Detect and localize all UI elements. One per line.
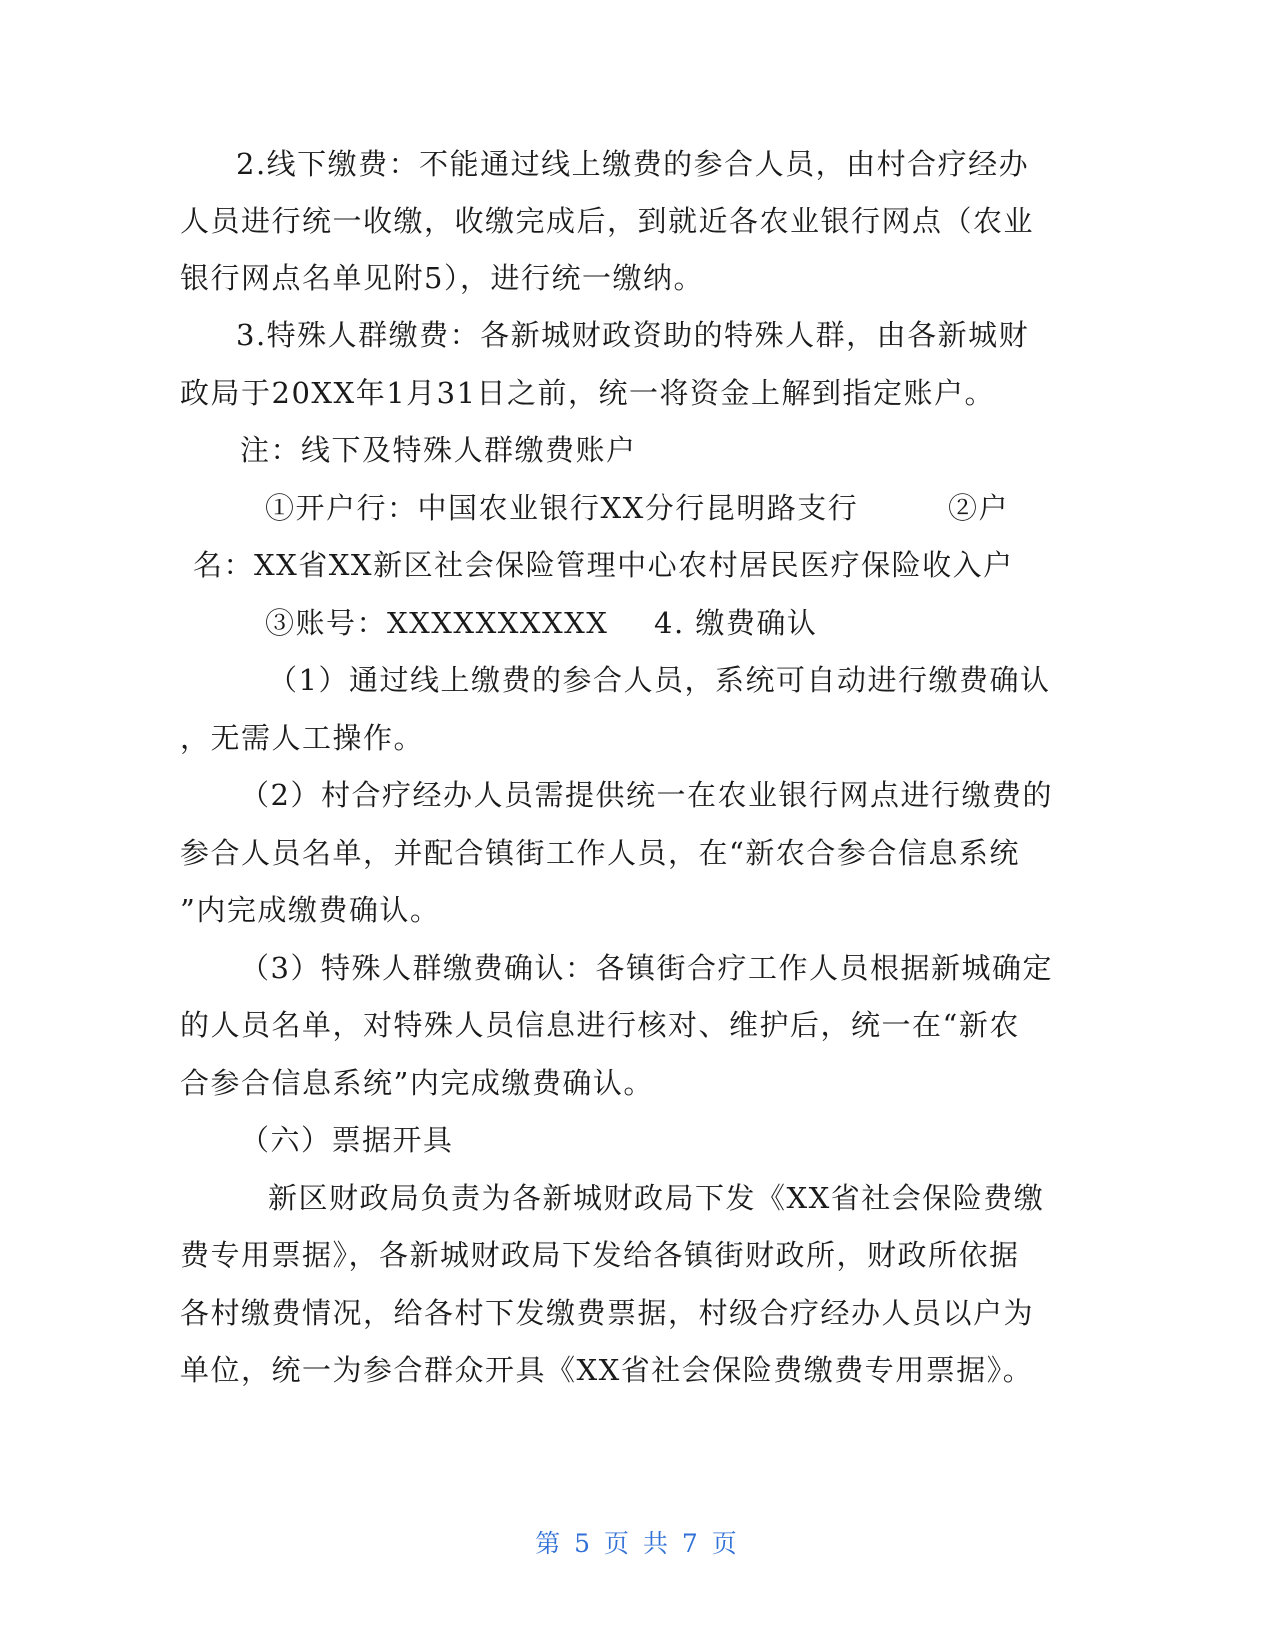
section-6-line-2: 费专用票据》，各新城财政局下发给各镇街财政所，财政所依据 bbox=[180, 1238, 1020, 1272]
note-account-number: ③账号：XXXXXXXXXX bbox=[265, 606, 609, 640]
confirm-3-line-1: （3）特殊人群缴费确认：各镇街合疗工作人员根据新城确定 bbox=[240, 951, 1053, 985]
offline-payment-line-2: 人员进行统一收缴，收缴完成后，到就近各农业银行网点（农业 bbox=[180, 204, 1035, 238]
confirm-3-line-2: 的人员名单，对特殊人员信息进行核对、维护后，统一在“新农 bbox=[180, 1008, 1020, 1042]
section-6-line-1: 新区财政局负责为各新城财政局下发《XX省社会保险费缴 bbox=[268, 1181, 1045, 1215]
special-payment-line-1: 3.特殊人群缴费：各新城财政资助的特殊人群，由各新城财 bbox=[236, 318, 1030, 352]
confirm-3-line-3: 合参合信息系统”内完成缴费确认。 bbox=[180, 1066, 654, 1100]
offline-payment-line-3: 银行网点名单见附5），进行统一缴纳。 bbox=[180, 261, 704, 295]
confirm-2-line-2: 参合人员名单，并配合镇街工作人员，在“新农合参合信息系统 bbox=[180, 836, 1020, 870]
page-number-footer: 第 5 页 共 7 页 bbox=[535, 1529, 740, 1558]
note-bank: ①开户行：中国农业银行XX分行昆明路支行 bbox=[265, 491, 859, 525]
note-name-prefix: ②户 bbox=[948, 491, 1010, 525]
section-6-heading: （六）票据开具 bbox=[240, 1123, 454, 1157]
note-account-name: 名：XX省XX新区社会保险管理中心农村居民医疗保险收入户 bbox=[193, 548, 1014, 582]
section-4-heading: 4. 缴费确认 bbox=[654, 606, 818, 640]
confirm-2-line-3: ”内完成缴费确认。 bbox=[180, 893, 441, 927]
special-payment-line-2: 政局于20XX年1月31日之前，统一将资金上解到指定账户。 bbox=[180, 376, 996, 410]
section-6-line-3: 各村缴费情况，给各村下发缴费票据，村级合疗经办人员以户为 bbox=[180, 1296, 1035, 1330]
section-6-line-4: 单位，统一为参合群众开具《XX省社会保险费缴费专用票据》。 bbox=[180, 1353, 1034, 1387]
confirm-1-line-2: ，无需人工操作。 bbox=[180, 721, 425, 755]
offline-payment-line-1: 2.线下缴费：不能通过线上缴费的参合人员，由村合疗经办 bbox=[236, 147, 1030, 181]
note-title: 注：线下及特殊人群缴费账户 bbox=[240, 433, 637, 467]
confirm-1-line-1: （1）通过线上缴费的参合人员，系统可自动进行缴费确认 bbox=[268, 663, 1051, 697]
confirm-2-line-1: （2）村合疗经办人员需提供统一在农业银行网点进行缴费的 bbox=[240, 778, 1053, 812]
